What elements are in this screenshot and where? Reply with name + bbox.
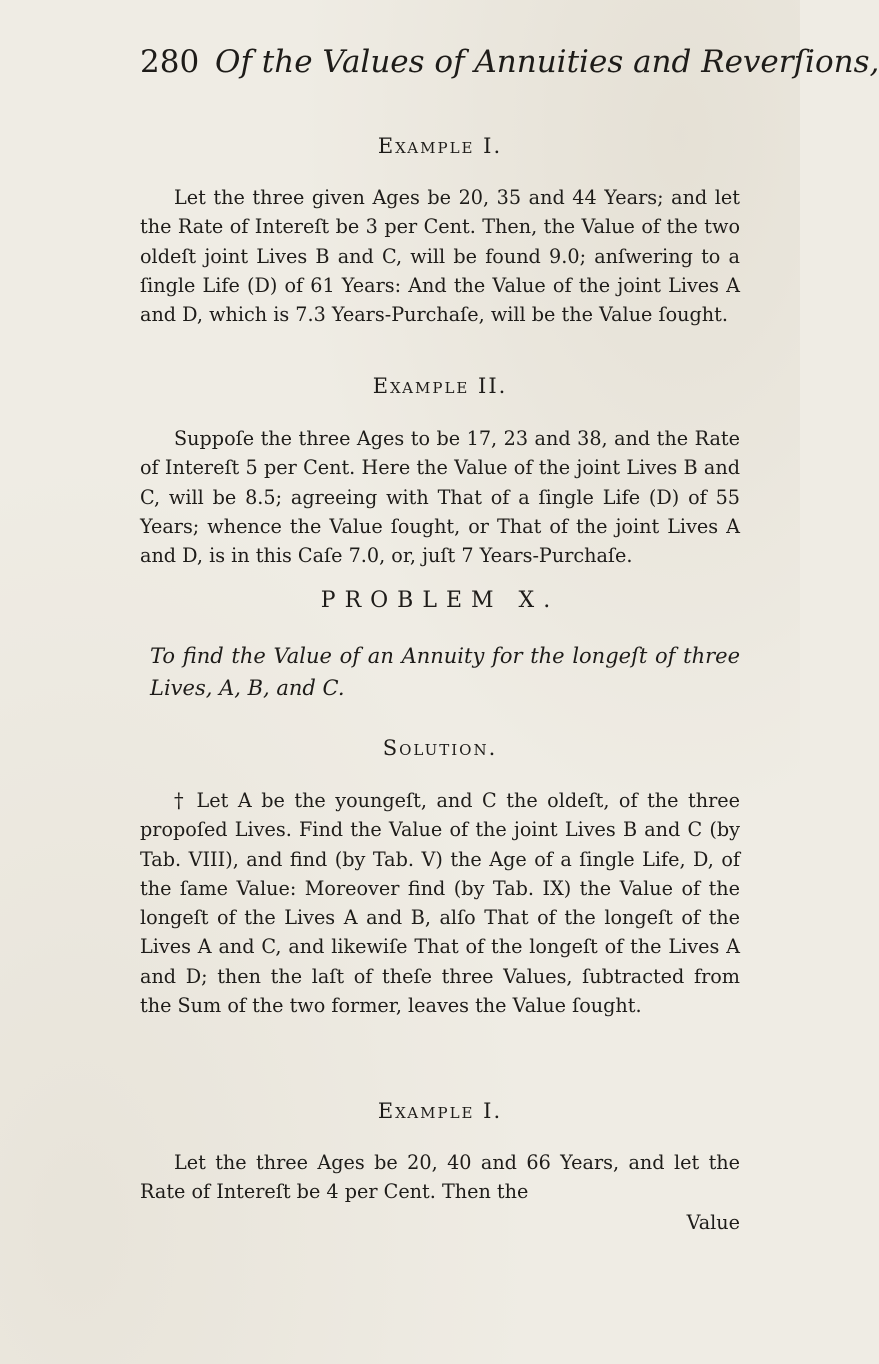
example-1-heading: Example I. [377, 134, 503, 158]
solution-text [140, 786, 740, 1020]
example-3-heading: Example I. [377, 1099, 503, 1123]
problem-title: To find the Value of an Annuity for the longeſt of three Lives, A, B, and C. [150, 644, 740, 700]
example-2-heading: Example II. [372, 374, 508, 398]
example-2-text [140, 424, 740, 570]
solution-heading: Solution. [382, 736, 498, 760]
example-1-text [140, 183, 740, 329]
page-number: 280 [140, 44, 200, 80]
example-3-paragraph: Let the three Ages be 20, 40 and 66 Years, and let the Rate of Intereſt be 4 per Cent. Then the [140, 1151, 740, 1204]
running-title: Of the Values of Annuities and Reverſions, [215, 44, 879, 80]
problem-heading: PROBLEM X. [320, 588, 560, 613]
running-header [140, 42, 879, 82]
example-2-paragraph: Suppoſe the three Ages to be 17, 23 and 38, and the Rate of Intereſt 5 per Cent. Here the Value of the joint Lives B and C, will be 8.5; agreeing with That of a ſingle Life (D) of 55 Years; whence the Value ſought, or That of the joint Lives A and D, is in this Caſe 7.0, or, juſt 7 Years-Purchaſe. [140, 427, 740, 568]
example-1-paragraph: Let the three given Ages be 20, 35 and 44 Years; and let the Rate of Intereſt be 3 per Cent. Then, the Value of the two oldeſt joint Lives B and C, will be found 9.0; anſwering to a ſingle Life (D) of 61 Years: And the Value of the joint Lives A and D, which is 7.3 Years-Purchaſe, will be the Value ſought. [140, 186, 740, 327]
example-3-text [140, 1148, 740, 1207]
solution-paragraph: † Let A be the youngeſt, and C the oldeſt, of the three propoſed Lives. Find the Value of the joint Lives B and C (by Tab. VIII), and find (by Tab. V) the Age of a ſingle Life, D, of the ſame Value: Moreover find (by Tab. IX) the Value of the longeſt of the Lives A and B, alſo That of the longeſt of the Lives A and C, and likewiſe That of the longeſt of the Lives A and D; then the laſt of theſe three Values, ſubtracted from the Sum of the two former, leaves the Value ſought. [140, 789, 740, 1018]
catchword: Value [686, 1211, 740, 1234]
